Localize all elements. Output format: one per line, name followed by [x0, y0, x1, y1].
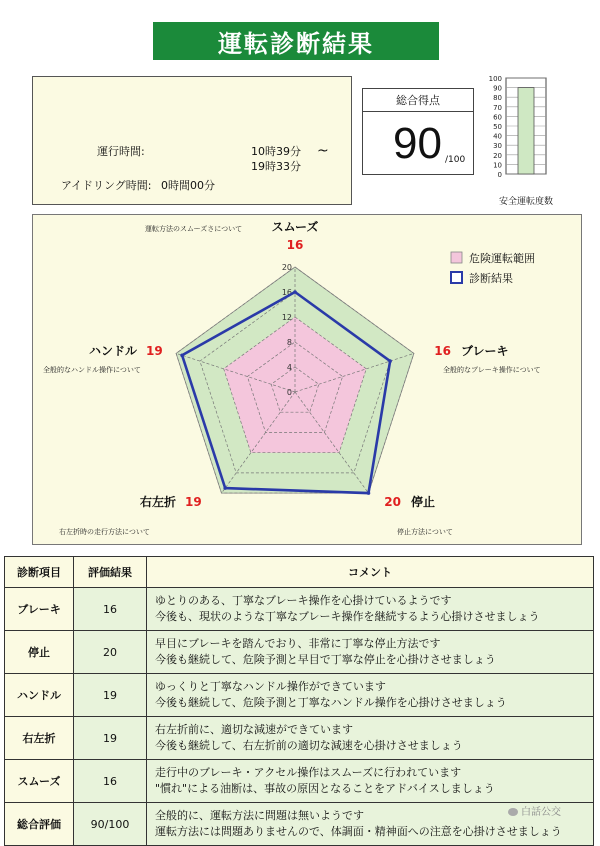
radar-axis-label: ハンドル	[88, 344, 137, 358]
radar-tick-label: 0	[286, 388, 292, 397]
row-comment	[147, 674, 594, 717]
comment-line: ゆとりのある、丁寧なブレーキ操作を心掛けているようです	[155, 594, 452, 607]
row-item: 停止	[5, 631, 74, 674]
radar-tick-label: 12	[281, 313, 292, 322]
legend-swatch	[451, 272, 462, 283]
table-row	[5, 588, 594, 631]
radar-tick-label: 4	[286, 363, 292, 372]
comment-line: 今後も、現状のような丁寧なブレーキ操作を継続するよう心掛けさせましょう	[155, 610, 540, 623]
row-comment	[147, 717, 594, 760]
radar-point	[293, 290, 297, 294]
radar-axis-description: 停止方法について	[397, 528, 453, 536]
time-info-panel	[32, 76, 352, 205]
col-header-item: 診断項目	[5, 557, 74, 588]
gauge-tick-label: 90	[493, 84, 502, 93]
col-header-comment: コメント	[147, 557, 594, 588]
gauge-tick-label: 10	[493, 161, 502, 170]
row-value: 16	[74, 760, 147, 803]
comment-line: 走行中のブレーキ・アクセル操作はスムーズに行われています	[155, 766, 462, 779]
page-title: 運転診断結果	[153, 22, 439, 60]
comment-line: ゆっくりと丁寧なハンドル操作ができています	[155, 680, 386, 693]
idle-time-value: 0時間00分	[161, 179, 215, 192]
gauge-tick-label: 70	[493, 103, 502, 112]
row-value: 20	[74, 631, 147, 674]
run-end-time: 19時33分	[251, 160, 301, 173]
safety-gauge	[476, 68, 586, 216]
radar-axis-label: スムーズ	[271, 220, 319, 234]
gauge-tick-label: 30	[493, 142, 502, 151]
total-score-value: 90	[393, 119, 442, 168]
radar-tick-label: 16	[281, 288, 292, 297]
row-item: ブレーキ	[5, 588, 74, 631]
gauge-tick-label: 40	[493, 132, 502, 141]
table-row	[5, 631, 594, 674]
radar-value-label: 19	[185, 495, 202, 509]
row-value: 16	[74, 588, 147, 631]
row-item: 総合評価	[5, 803, 74, 846]
idle-time-label: アイドリング時間:	[61, 179, 152, 192]
row-comment	[147, 588, 594, 631]
gauge-tick-label: 50	[493, 123, 502, 131]
radar-value-label: 16	[286, 238, 304, 252]
radar-panel	[32, 214, 582, 545]
table-row	[5, 760, 594, 803]
gauge-tick-label: 60	[493, 113, 502, 122]
radar-axis-description: 運転方法のスムーズさについて	[145, 225, 243, 233]
comment-line: 全般的に、運転方法に問題は無いようです	[155, 809, 364, 822]
radar-axis-description: 全般的なハンドル操作について	[43, 366, 141, 374]
radar-axis-description: 右左折時の走行方法について	[59, 528, 150, 536]
gauge-tick-label: 100	[488, 75, 502, 83]
radar-value-label: 20	[384, 495, 401, 509]
diagnosis-table	[4, 556, 594, 846]
legend-label: 診断結果	[469, 272, 513, 285]
comment-line: 今後も継続して、危険予測と早目で丁寧な停止を心掛けさせましょう	[155, 653, 496, 666]
radar-axis-label: 停止	[411, 495, 436, 509]
gauge-tick-label: 0	[497, 171, 502, 179]
radar-tick-label: 20	[281, 263, 292, 272]
total-score-label: 総合得点	[363, 89, 473, 112]
radar-point	[180, 354, 184, 358]
comment-line: 早目にブレーキを踏んでおり、非常に丁寧な停止方法です	[155, 637, 441, 650]
run-start-time: 10時39分	[251, 145, 301, 158]
radar-point	[367, 491, 371, 495]
table-row	[5, 674, 594, 717]
gauge-bar	[518, 88, 534, 174]
run-time-label: 運行時間:	[97, 145, 145, 158]
table-row	[5, 803, 594, 846]
gauge-tick-label: 20	[493, 151, 502, 160]
row-item: スムーズ	[5, 760, 74, 803]
radar-point	[388, 359, 392, 363]
radar-value-label: 16	[434, 344, 451, 358]
row-comment	[147, 760, 594, 803]
comment-line: 今後も継続して、右左折前の適切な減速を心掛けさせましょう	[155, 739, 463, 752]
legend-label: 危険運転範囲	[469, 252, 535, 265]
radar-chart	[33, 215, 581, 544]
wechat-icon	[508, 808, 518, 816]
comment-line: 今後も継続して、危険予測と丁寧なハンドル操作を心掛けさせましょう	[155, 696, 507, 709]
row-item: 右左折	[5, 717, 74, 760]
comment-line: "慣れ"による油断は、事故の原因となることをアドバイスしましょう	[155, 782, 495, 795]
legend-swatch	[451, 252, 462, 263]
col-header-result: 評価結果	[74, 557, 147, 588]
radar-axis-label: ブレーキ	[461, 344, 509, 358]
gauge-tick-label: 80	[493, 94, 502, 103]
run-tilde: ~	[317, 143, 329, 159]
watermark	[508, 803, 561, 818]
radar-axis-label: 右左折	[139, 495, 176, 509]
table-row	[5, 717, 594, 760]
total-score-denominator: /100	[445, 155, 466, 165]
row-value: 19	[74, 674, 147, 717]
row-comment	[147, 631, 594, 674]
gauge-label: 安全運転度数	[498, 197, 554, 207]
comment-line: 運転方法には問題ありませんので、体調面・精神面への注意を心掛けさせましょう	[155, 825, 562, 838]
radar-axis-description: 全般的なブレーキ操作について	[443, 366, 541, 374]
radar-tick-label: 8	[286, 338, 292, 347]
radar-value-label: 19	[146, 344, 163, 358]
total-score-panel	[362, 88, 474, 175]
row-value: 90/100	[74, 803, 147, 846]
comment-line: 右左折前に、適切な減速ができています	[155, 723, 353, 736]
row-value: 19	[74, 717, 147, 760]
row-item: ハンドル	[5, 674, 74, 717]
radar-point	[223, 486, 227, 490]
watermark-text: 白話公交	[521, 807, 561, 818]
